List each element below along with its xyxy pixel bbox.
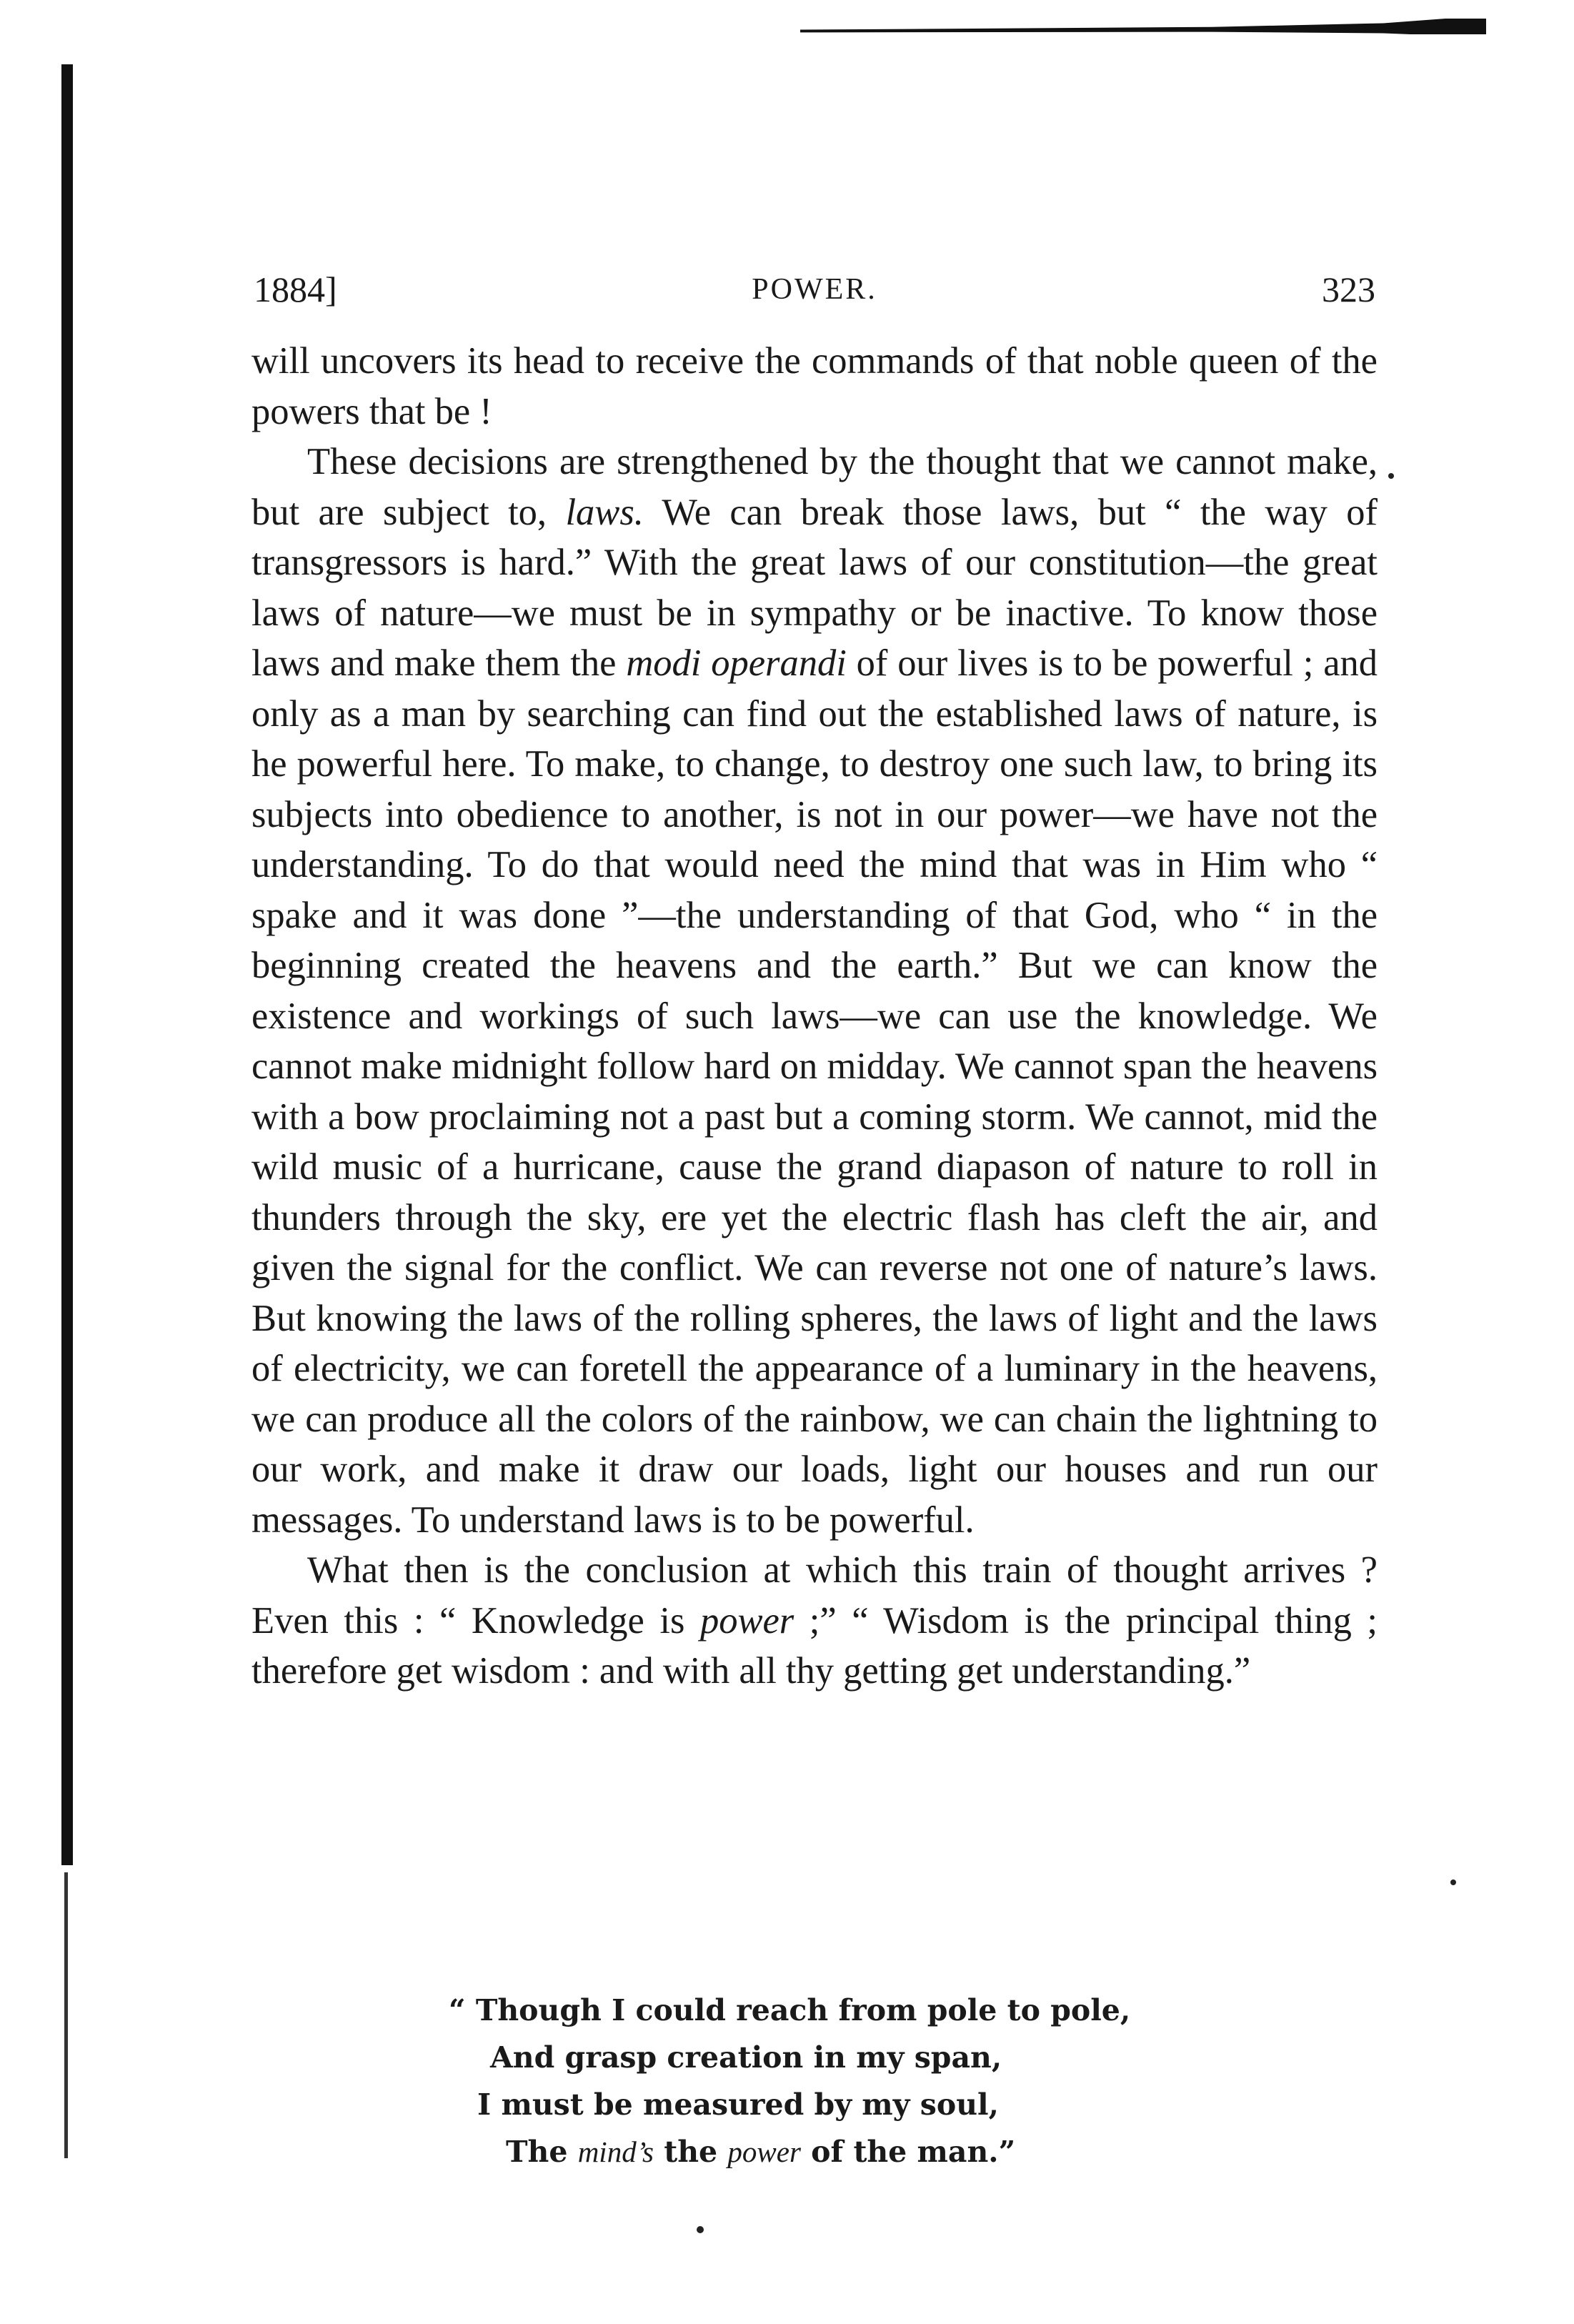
verse-line: [449, 2128, 1378, 2175]
text-run: I must be measured by my soul,: [477, 2087, 999, 2122]
text-run: We can break those laws, but “ the way of transgressors is hard.” With the great laws of our constitution—the great laws of nature—we must be in sympathy or be inactive. To know those laws and make them the: [251, 491, 1378, 684]
paragraph: [251, 1545, 1378, 1697]
text-run: will uncovers its head to receive the commands of that noble queen of the powers that be !: [251, 340, 1378, 432]
body-text: [251, 336, 1378, 1697]
verse-quotation: [449, 1987, 1378, 2175]
verse-line: [449, 2081, 1378, 2128]
scan-edge-top: [800, 13, 1486, 40]
print-speck: [1388, 473, 1394, 479]
scan-edge-left-tail: [64, 1872, 68, 2158]
italic-text: mind’s: [577, 2135, 654, 2168]
paragraph: [251, 336, 1378, 437]
verse-line: [449, 2034, 1378, 2081]
print-speck: [697, 2226, 704, 2233]
text-run: “ Though I could reach from pole to pole,: [449, 1993, 1131, 2027]
text-run: These decisions are strengthened by the thought that we cannot make, but are subject to,: [251, 441, 1378, 533]
text-run: of the man.”: [800, 2135, 1016, 2169]
italic-text: power: [699, 1599, 795, 1642]
paragraph: [251, 437, 1378, 1545]
running-head-title: POWER.: [752, 273, 877, 306]
running-head-year: 1884]: [254, 269, 337, 309]
text-run: the: [654, 2135, 728, 2169]
text-run: The: [506, 2135, 578, 2169]
print-speck: [1450, 1879, 1456, 1885]
text-run: of our lives is to be powerful ; and only as a man by searching can find out the established laws of nature, is he powerful here. To make, to change, to destroy one such law, to bring its subjects into obedience to another, is not in our power—we have not the understanding. To do that would need the mind that was in Him who “ spake and it was done ”—the understanding of that God, who “ in the beginning created the heavens and the earth.” But we can know the existence and workings of such laws—we can use the knowledge. We cannot make midnight follow hard on midday. We cannot span the heavens with a bow proclaiming not a past but a coming storm. We cannot, mid the wild music of a hurricane, cause the grand diapason of nature to roll in thunders through the sky, ere yet the electric flash has cleft the air, and given the signal for the conflict. We can reverse not one of nature’s laws. But knowing the laws of the rolling spheres, the laws of light and the laws of electricity, we can foretell the appearance of a luminary in the heavens, we can produce all the colors of the rainbow, we can chain the lightning to our work, and make it draw our loads, light our houses and run our messages. To understand laws is to be powerful.: [251, 642, 1378, 1541]
text-run: And grasp creation in my span,: [490, 2040, 1002, 2075]
text-run: What then is the conclusion at which this train of thought arrives ? Even this : “ Knowledge is: [251, 1549, 1378, 1642]
italic-text: laws.: [565, 491, 644, 533]
page-number: 323: [1322, 269, 1375, 309]
running-head: [254, 261, 1375, 318]
verse-line: [449, 1987, 1378, 2034]
scan-edge-left: [61, 64, 73, 1865]
text-run: ;” “ Wisdom is the principal thing ; therefore get wisdom : and with all thy getting get understanding.”: [251, 1599, 1378, 1692]
italic-text: modi operandi: [626, 642, 847, 684]
italic-text: power: [727, 2135, 801, 2168]
